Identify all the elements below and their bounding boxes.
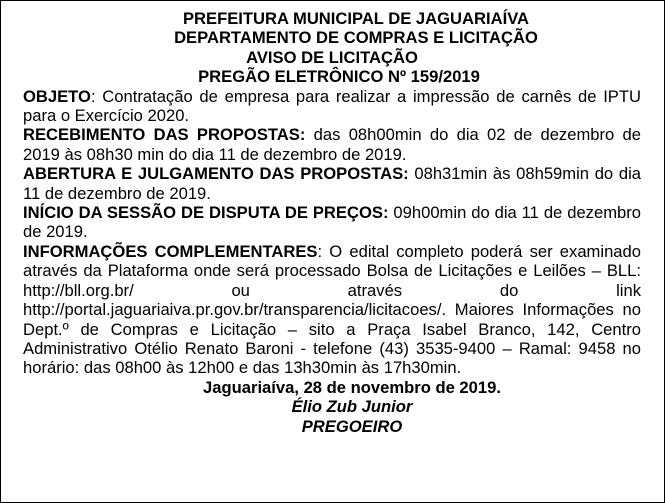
- notice-content: [23, 9, 641, 436]
- section-label: RECEBIMENTO DAS PROPOSTAS:: [23, 125, 306, 145]
- header-line-pregao: PREGÃO ELETRÔNICO Nº 159/2019: [198, 67, 480, 87]
- section-label: INÍCIO DA SESSÃO DE DISPUTA DE PREÇOS:: [23, 203, 389, 223]
- signature-place-date: Jaguariaíva, 28 de novembro de 2019.: [203, 377, 501, 397]
- section-abertura: [23, 164, 641, 203]
- section-objeto: [23, 87, 641, 126]
- section-text: 09h00min do dia 11 de dezembro de 2019.: [23, 203, 641, 242]
- header-line-prefeitura: PREFEITURA MUNICIPAL DE JAGUARIAÍVA: [182, 9, 530, 28]
- section-recebimento: [23, 125, 641, 164]
- section-text: : Contratação de empresa para realizar a impressão de carnês de IPTU para o Exercício 2020.: [23, 86, 641, 126]
- section-label: OBJETO: [23, 86, 91, 106]
- section-text: : O edital completo poderá ser examinado através da Plataforma onde será processado Bolsa de Licitações e Leilões – BLL: http://bll.org.br/ ou através do link http://portal.jaguariaiva.pr.gov.br/transparencia/licitacoes/. Maiores Informações no Dept.º de Compras e Licitação – sito a Praça Isabel Branco, 142, Centro Administrativo Otélio Renato Baroni - telefone (43) 3535-9400 – Ramal: 9458 no horário: das 08h00 às 12h00 e das 13h30min às 17h30min.: [23, 241, 641, 378]
- section-label: ABERTURA E JULGAMENTO DAS PROPOSTAS:: [23, 164, 409, 184]
- signature-name: Élio Zub Junior: [291, 397, 413, 417]
- header-line-departamento: DEPARTAMENTO DE COMPRAS E LICITAÇÃO: [174, 28, 538, 48]
- section-label: INFORMAÇÕES COMPLEMENTARES: [23, 241, 318, 261]
- section-text: 08h31min às 08h59min do dia 11 de dezembro de 2019.: [23, 164, 641, 203]
- signature-role: PREGOEIRO: [301, 416, 403, 436]
- section-text: das 08h00min do dia 02 de dezembro de 2019 às 08h30 min do dia 11 de dezembro de 2019.: [23, 125, 641, 164]
- section-informacoes: [23, 242, 641, 378]
- header-line-aviso: AVISO DE LICITAÇÃO: [246, 47, 418, 67]
- section-inicio-sessao: [23, 203, 641, 242]
